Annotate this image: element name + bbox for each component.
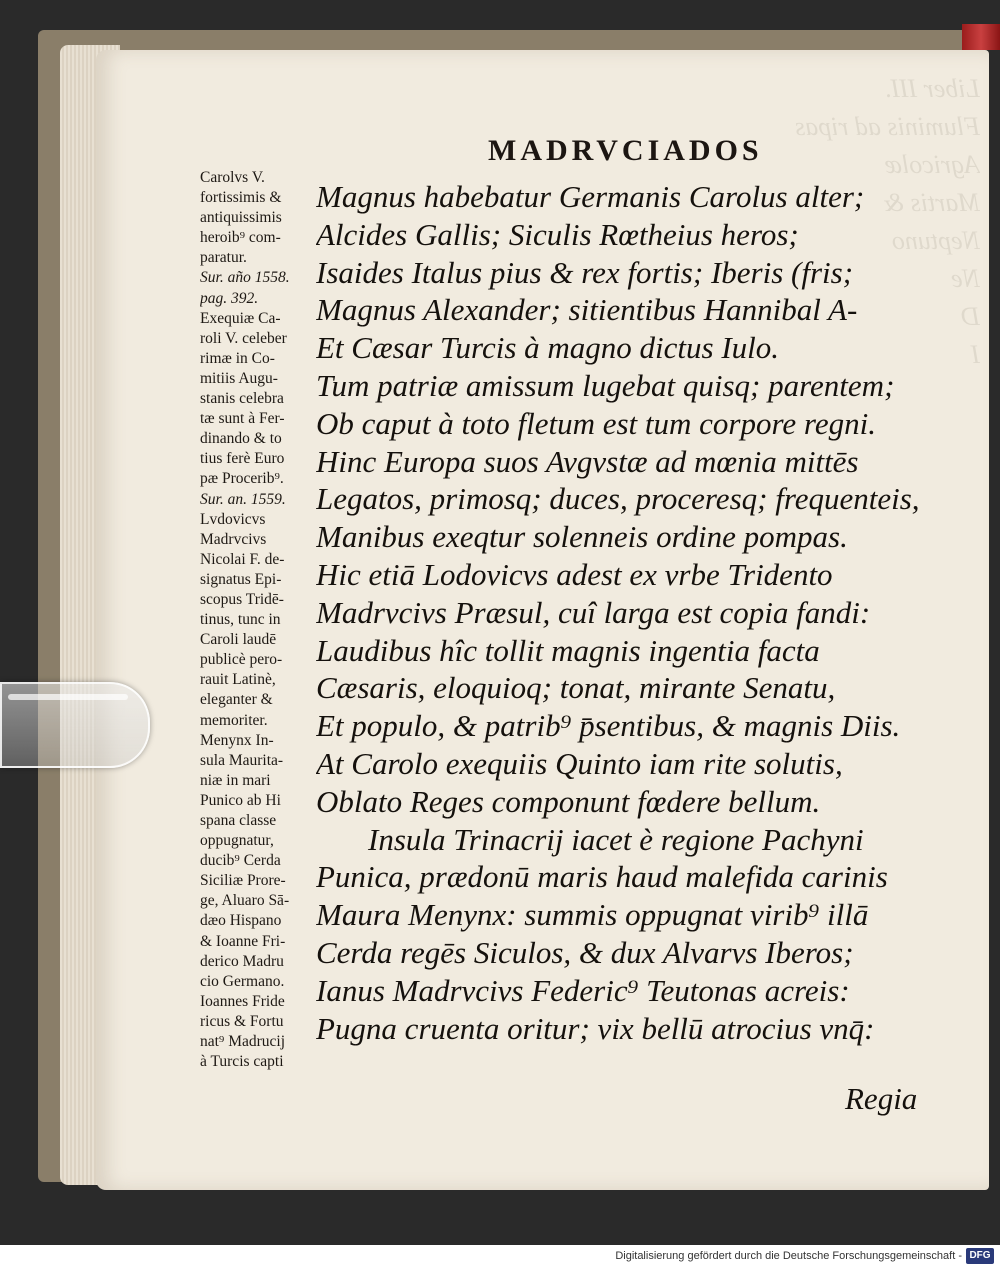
marginal-note-line: mitiis Augu- [200,369,278,387]
marginal-note-line: dinando & to [200,430,282,448]
marginal-note-line: tæ sunt à Fer- [200,410,285,428]
marginal-note-line: scopus Tridē- [200,590,284,608]
marginal-note-line: Nicolai F. de- [200,550,285,568]
marginal-note-line: dæo Hispano [200,912,282,930]
marginal-notes [200,168,318,1118]
marginal-note-line: derico Madru [200,952,284,970]
marginal-note-line: paratur. [200,249,247,267]
marginal-note-line: Lvdovicvs [200,510,266,528]
show-through-text: Liber III. Fluminis ad ripas Agricolæ Martis & Neptuno Ne D I [795,74,980,369]
verse-line: Tum patriæ amissum lugebat quisq; parentem; [316,367,895,403]
verse-line: Et populo, & patrib⁹ p̄sentibus, & magnis Diis. [316,708,901,744]
marginal-note-line: cio Germano. [200,972,285,990]
verse-line: Insula Trinacrij iacet è regione Pachyni [368,821,864,857]
page-holder-clip [0,682,150,768]
verse-line: Alcides Gallis; Siculis Rœtheius heros; [316,216,799,252]
marginal-note-line: Menynx In- [200,731,274,749]
verse-line: Punica, prædonū maris haud malefida carinis [316,859,888,895]
marginal-note-line: Sur. año 1558. [200,269,290,287]
verse-line: Cerda regēs Siculos, & dux Alvarvs Iberos; [316,934,854,970]
verse-line: At Carolo exequiis Quinto iam rite solutis, [316,745,843,781]
funding-credit: Digitalisierung gefördert durch die Deutsche Forschungsgemeinschaft - [615,1250,962,1262]
verse-line: Ob caput à toto fletum est tum corpore regni. [316,405,876,441]
marginal-note-line: rauit Latinè, [200,671,276,689]
ribbon-marker [962,24,1000,50]
marginal-note-line: Exequiæ Ca- [200,309,281,327]
footer-bar [0,1245,1000,1268]
verse-line: Maura Menynx: summis oppugnat virib⁹ illā [316,897,869,933]
running-header: MADRVCIADOS [488,134,763,167]
marginal-note-line: oppugnatur, [200,832,274,850]
verse-line: Legatos, primosq; duces, proceresq; frequenteis, [316,481,920,517]
verse-line: Cæsaris, eloquioq; tonat, mirante Senatu, [316,670,836,706]
marginal-note-line: Caroli laudē [200,631,277,649]
clip-highlight [8,694,128,700]
verse-line: Laudibus hîc tollit magnis ingentia facta [316,632,820,668]
marginal-note-line: stanis celebra [200,390,284,408]
verse-line: Manibus exeqtur solenneis ordine pompas. [316,519,848,555]
marginal-note-line: heroib⁹ com- [200,229,281,247]
verse-line: Hic etiā Lodovicvs adest ex vrbe Tridento [316,556,833,592]
marginal-note-line: eleganter & [200,691,273,709]
marginal-note-line: roli V. celeber [200,329,287,347]
verse-line: Et Cæsar Turcis à magno dictus Iulo. [316,330,780,366]
dfg-logo: DFG [966,1248,994,1264]
marginal-note-line: tinus, tunc in [200,611,281,629]
marginal-note-line: Ioannes Fride [200,992,285,1010]
verse-line: Ianus Madrvcivs Federic⁹ Teutonas acreis: [316,972,850,1008]
marginal-note-line: & Ioanne Fri- [200,932,286,950]
catchword: Regia [845,1081,918,1116]
marginal-note-line: publicè pero- [200,651,283,669]
marginal-note-line: ricus & Fortu [200,1012,284,1030]
verse-line: Oblato Reges componunt fœdere bellum. [316,783,821,819]
marginal-note-line: Punico ab Hi [200,791,281,809]
verse-line: Magnus Alexander; sitientibus Hannibal A- [316,292,858,328]
verse-line: Pugna cruenta oritur; vix bellū atrocius vnq̄: [316,1010,875,1046]
marginal-note-line: nat⁹ Madrucij [200,1033,286,1051]
marginal-note-line: pæ Procerib⁹. [200,470,284,488]
marginal-note-line: rimæ in Co- [200,349,275,367]
marginal-note-line: à Turcis capti [200,1053,284,1071]
marginal-note-line: memoriter. [200,711,268,729]
marginal-note-line: spana classe [200,812,277,829]
marginal-note-line: ge, Aluaro Sā- [200,892,290,910]
verse-line: Isaides Italus pius & rex fortis; Iberis (fris; [316,254,854,290]
marginal-note-line: antiquissimis [200,209,282,227]
marginal-note-line: fortissimis & [200,189,282,207]
verse-text [316,178,956,1118]
marginal-note-line: ducib⁹ Cerda [200,852,281,870]
verse-line: Magnus habebatur Germanis Carolus alter; [316,179,865,214]
marginal-note-line: Madrvcivs [200,530,267,548]
marginal-note-line: Carolvs V. [200,169,265,186]
marginal-note-line: niæ in mari [200,771,271,789]
verse-line: Hinc Europa suos Avgvstæ ad mœnia mittēs [316,443,859,479]
marginal-note-line: pag. 392. [200,289,259,307]
verse-line: Madrvcivs Præsul, cuî larga est copia fandi: [316,594,871,630]
marginal-note-line: Siciliæ Prore- [200,872,286,890]
marginal-note-line: tius ferè Euro [200,450,285,468]
marginal-note-line: Sur. an. 1559. [200,490,286,508]
marginal-note-line: sula Maurita- [200,751,284,769]
marginal-note-line: signatus Epi- [200,570,282,588]
